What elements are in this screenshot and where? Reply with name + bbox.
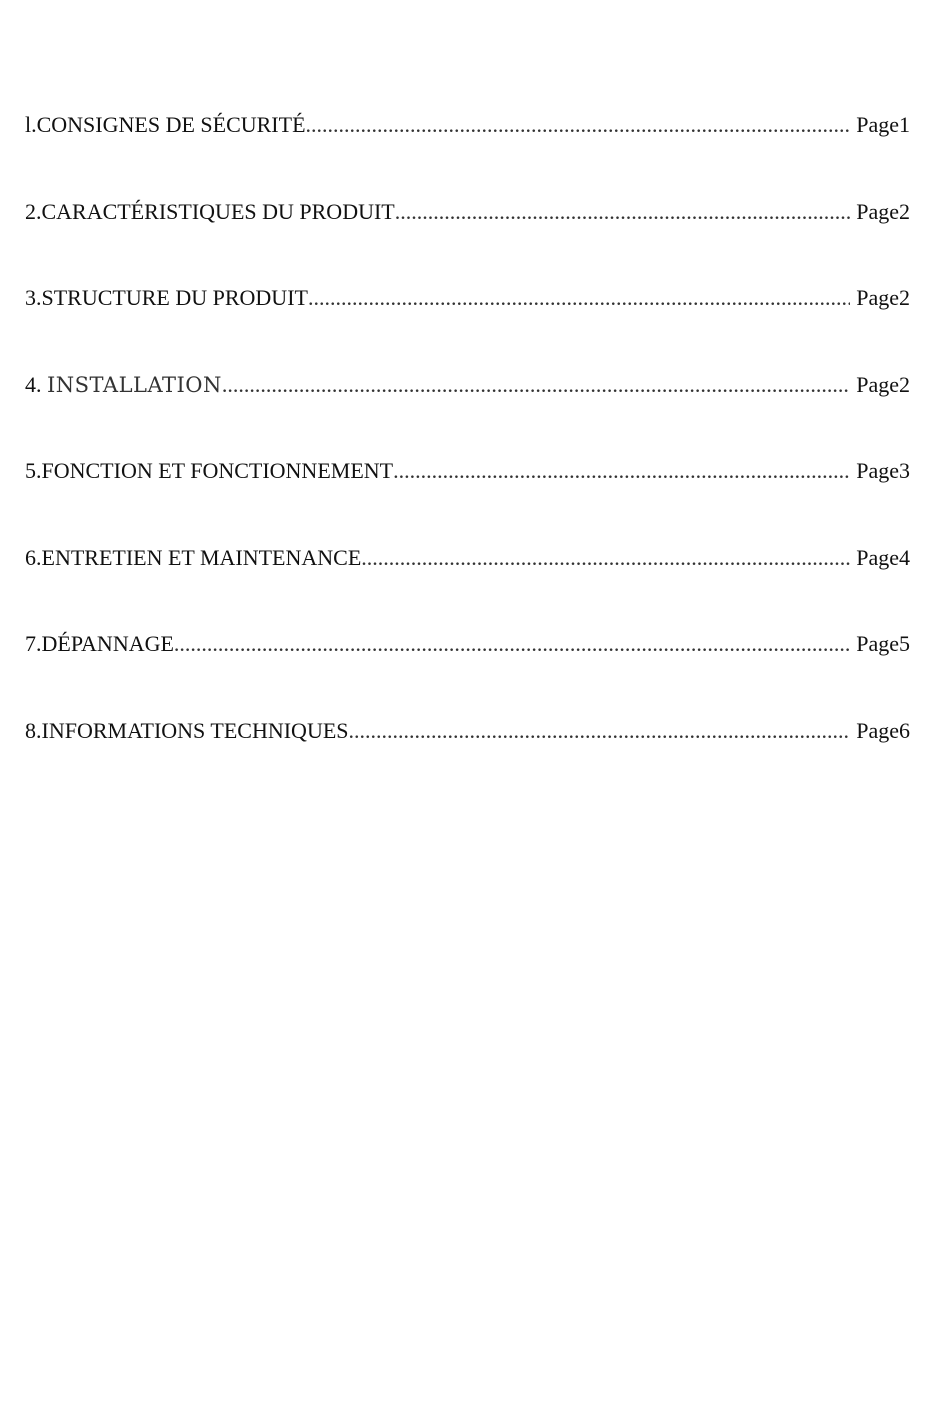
toc-dot-leader xyxy=(222,372,850,398)
toc-entry-title: l.CONSIGNES DE SÉCURITÉ xyxy=(25,112,306,137)
toc-entry-title: 2.CARACTÉRISTIQUES DU PRODUIT xyxy=(25,198,395,224)
toc-entry-title: 7.DÉPANNAGE xyxy=(25,631,174,656)
toc-entry-title: 5.FONCTION ET FONCTIONNEMENT xyxy=(25,458,394,483)
toc-entry xyxy=(25,372,910,459)
toc-dot-leader xyxy=(306,112,851,138)
toc-dot-leader xyxy=(395,199,850,225)
toc-entry xyxy=(25,631,910,718)
toc-entry-title-text: INSTALLATION xyxy=(47,372,222,397)
toc-entry-title xyxy=(25,372,222,398)
toc-entry-page: Page4 xyxy=(856,544,910,570)
toc-dot-leader xyxy=(174,631,850,657)
toc-entry-title: 8.INFORMATIONS TECHNIQUES xyxy=(25,717,349,743)
toc-entry xyxy=(25,458,910,545)
toc-entry xyxy=(25,199,910,286)
toc-dot-leader xyxy=(393,458,850,484)
toc-entry-page: Page5 xyxy=(856,631,910,656)
toc-entry-page: Page6 xyxy=(856,717,910,743)
toc-entry-title: 3.STRUCTURE DU PRODUIT xyxy=(25,285,308,310)
toc-entry xyxy=(25,718,910,805)
table-of-contents xyxy=(25,112,910,804)
toc-entry-page: Page2 xyxy=(856,198,910,224)
toc-dot-leader xyxy=(308,285,850,311)
toc-entry-page: Page1 xyxy=(856,112,910,137)
toc-entry-title: 6.ENTRETIEN ET MAINTENANCE xyxy=(25,544,362,570)
toc-entry-number: 4. xyxy=(25,371,47,397)
toc-entry-page: Page2 xyxy=(856,285,910,310)
toc-dot-leader xyxy=(349,718,851,744)
toc-entry xyxy=(25,545,910,632)
toc-entry-page: Page3 xyxy=(856,458,910,483)
toc-entry-page: Page2 xyxy=(856,371,910,397)
toc-entry xyxy=(25,112,910,199)
toc-dot-leader xyxy=(361,545,850,571)
toc-entry xyxy=(25,285,910,372)
